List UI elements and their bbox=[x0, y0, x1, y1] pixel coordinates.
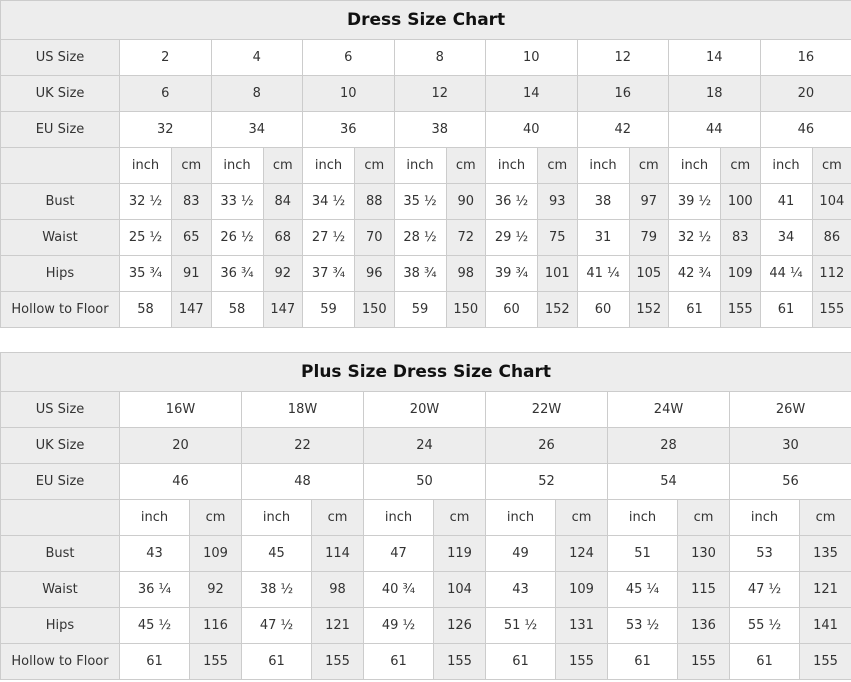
uk-size-row bbox=[1, 76, 851, 112]
hips-cm-value: 141 bbox=[800, 608, 851, 644]
waist-cm-value: 98 bbox=[312, 572, 364, 608]
waist-cm-value: 92 bbox=[190, 572, 242, 608]
hollow-to-floor-cm-value: 147 bbox=[263, 292, 303, 328]
eu-size-label: EU Size bbox=[1, 464, 120, 500]
hollow-to-floor-cm-value: 155 bbox=[312, 644, 364, 680]
hollow-to-floor-cm-value: 155 bbox=[434, 644, 486, 680]
us-size-value: 16 bbox=[760, 40, 851, 76]
us-size-value: 16W bbox=[120, 392, 242, 428]
bust-cm-value: 104 bbox=[812, 184, 851, 220]
hips-inch-value: 47 ½ bbox=[242, 608, 312, 644]
hips-cm-value: 92 bbox=[263, 256, 303, 292]
uk-size-value: 18 bbox=[669, 76, 761, 112]
bust-label: Bust bbox=[1, 536, 120, 572]
hips-cm-value: 101 bbox=[538, 256, 578, 292]
uk-size-value: 22 bbox=[242, 428, 364, 464]
us-size-value: 26W bbox=[730, 392, 851, 428]
bust-inch-value: 47 bbox=[364, 536, 434, 572]
inch-unit-header: inch bbox=[730, 500, 800, 536]
table-title: Plus Size Dress Size Chart bbox=[1, 353, 851, 392]
eu-size-value: 46 bbox=[760, 112, 851, 148]
waist-cm-value: 121 bbox=[800, 572, 851, 608]
us-size-value: 6 bbox=[303, 40, 395, 76]
bust-inch-value: 51 bbox=[608, 536, 678, 572]
us-size-row bbox=[1, 392, 851, 428]
us-size-row bbox=[1, 40, 851, 76]
bust-cm-value: 135 bbox=[800, 536, 851, 572]
bust-cm-value: 97 bbox=[629, 184, 669, 220]
waist-label: Waist bbox=[1, 572, 120, 608]
eu-size-value: 56 bbox=[730, 464, 851, 500]
eu-size-value: 34 bbox=[211, 112, 303, 148]
hollow-to-floor-cm-value: 152 bbox=[629, 292, 669, 328]
hips-label: Hips bbox=[1, 256, 120, 292]
hollow-to-floor-cm-value: 150 bbox=[446, 292, 486, 328]
dress-size-chart-table bbox=[0, 0, 851, 328]
cm-unit-header: cm bbox=[434, 500, 486, 536]
cm-unit-header: cm bbox=[800, 500, 851, 536]
hips-inch-value: 38 ¾ bbox=[394, 256, 446, 292]
uk-size-value: 28 bbox=[608, 428, 730, 464]
waist-cm-value: 86 bbox=[812, 220, 851, 256]
waist-inch-value: 29 ½ bbox=[486, 220, 538, 256]
waist-inch-value: 31 bbox=[577, 220, 629, 256]
hips-cm-value: 126 bbox=[434, 608, 486, 644]
waist-cm-value: 83 bbox=[721, 220, 761, 256]
eu-size-value: 54 bbox=[608, 464, 730, 500]
hollow-to-floor-cm-value: 155 bbox=[800, 644, 851, 680]
eu-size-value: 42 bbox=[577, 112, 669, 148]
plus-size-dress-size-chart-table bbox=[0, 352, 851, 680]
cm-unit-header: cm bbox=[446, 148, 486, 184]
bust-cm-value: 83 bbox=[172, 184, 212, 220]
bust-cm-value: 114 bbox=[312, 536, 364, 572]
hollow-to-floor-cm-value: 155 bbox=[721, 292, 761, 328]
hips-inch-value: 39 ¾ bbox=[486, 256, 538, 292]
inch-unit-header: inch bbox=[394, 148, 446, 184]
hollow-to-floor-cm-value: 155 bbox=[678, 644, 730, 680]
hollow-to-floor-inch-value: 61 bbox=[242, 644, 312, 680]
waist-cm-value: 70 bbox=[355, 220, 395, 256]
eu-size-row bbox=[1, 112, 851, 148]
hollow-to-floor-inch-value: 61 bbox=[669, 292, 721, 328]
hips-cm-value: 105 bbox=[629, 256, 669, 292]
waist-inch-value: 32 ½ bbox=[669, 220, 721, 256]
bust-cm-value: 93 bbox=[538, 184, 578, 220]
hips-inch-value: 36 ¾ bbox=[211, 256, 263, 292]
hips-inch-value: 49 ½ bbox=[364, 608, 434, 644]
eu-size-value: 48 bbox=[242, 464, 364, 500]
unit-header-row bbox=[1, 500, 851, 536]
hollow-to-floor-inch-value: 61 bbox=[760, 292, 812, 328]
hips-row bbox=[1, 256, 851, 292]
title-row bbox=[1, 353, 851, 392]
hollow-to-floor-inch-value: 61 bbox=[120, 644, 190, 680]
waist-row bbox=[1, 220, 851, 256]
bust-cm-value: 90 bbox=[446, 184, 486, 220]
hips-cm-value: 131 bbox=[556, 608, 608, 644]
hips-inch-value: 51 ½ bbox=[486, 608, 556, 644]
bust-cm-value: 100 bbox=[721, 184, 761, 220]
waist-inch-value: 47 ½ bbox=[730, 572, 800, 608]
waist-cm-value: 75 bbox=[538, 220, 578, 256]
inch-unit-header: inch bbox=[669, 148, 721, 184]
us-size-value: 24W bbox=[608, 392, 730, 428]
uk-size-row bbox=[1, 428, 851, 464]
hips-inch-value: 53 ½ bbox=[608, 608, 678, 644]
cm-unit-header: cm bbox=[538, 148, 578, 184]
hips-inch-value: 37 ¾ bbox=[303, 256, 355, 292]
waist-cm-value: 68 bbox=[263, 220, 303, 256]
waist-cm-value: 109 bbox=[556, 572, 608, 608]
hollow-to-floor-label: Hollow to Floor bbox=[1, 644, 120, 680]
unit-header-row bbox=[1, 148, 851, 184]
us-size-value: 14 bbox=[669, 40, 761, 76]
cm-unit-header: cm bbox=[190, 500, 242, 536]
waist-inch-value: 38 ½ bbox=[242, 572, 312, 608]
dress-size-chart-body bbox=[1, 40, 851, 328]
hollow-to-floor-inch-value: 58 bbox=[211, 292, 263, 328]
us-size-value: 4 bbox=[211, 40, 303, 76]
bust-inch-value: 49 bbox=[486, 536, 556, 572]
title-row bbox=[1, 1, 851, 40]
inch-unit-header: inch bbox=[608, 500, 678, 536]
hollow-to-floor-inch-value: 60 bbox=[577, 292, 629, 328]
hollow-to-floor-inch-value: 61 bbox=[730, 644, 800, 680]
hips-cm-value: 96 bbox=[355, 256, 395, 292]
inch-unit-header: inch bbox=[364, 500, 434, 536]
hips-cm-value: 116 bbox=[190, 608, 242, 644]
us-size-value: 22W bbox=[486, 392, 608, 428]
cm-unit-header: cm bbox=[312, 500, 364, 536]
hips-inch-value: 55 ½ bbox=[730, 608, 800, 644]
eu-size-row bbox=[1, 464, 851, 500]
inch-unit-header: inch bbox=[303, 148, 355, 184]
uk-size-value: 20 bbox=[760, 76, 851, 112]
waist-inch-value: 34 bbox=[760, 220, 812, 256]
cm-unit-header: cm bbox=[721, 148, 761, 184]
bust-cm-value: 124 bbox=[556, 536, 608, 572]
hips-inch-value: 45 ½ bbox=[120, 608, 190, 644]
hollow-to-floor-row bbox=[1, 644, 851, 680]
uk-size-value: 6 bbox=[120, 76, 212, 112]
hollow-to-floor-label: Hollow to Floor bbox=[1, 292, 120, 328]
cm-unit-header: cm bbox=[678, 500, 730, 536]
hips-cm-value: 98 bbox=[446, 256, 486, 292]
waist-inch-value: 36 ¼ bbox=[120, 572, 190, 608]
inch-unit-header: inch bbox=[211, 148, 263, 184]
hips-row bbox=[1, 608, 851, 644]
eu-size-value: 52 bbox=[486, 464, 608, 500]
inch-unit-header: inch bbox=[120, 500, 190, 536]
table-title: Dress Size Chart bbox=[1, 1, 851, 40]
hips-cm-value: 112 bbox=[812, 256, 851, 292]
hips-inch-value: 35 ¾ bbox=[120, 256, 172, 292]
uk-size-value: 8 bbox=[211, 76, 303, 112]
eu-size-value: 46 bbox=[120, 464, 242, 500]
hips-cm-value: 109 bbox=[721, 256, 761, 292]
uk-size-value: 24 bbox=[364, 428, 486, 464]
waist-label: Waist bbox=[1, 220, 120, 256]
cm-unit-header: cm bbox=[629, 148, 669, 184]
hollow-to-floor-cm-value: 150 bbox=[355, 292, 395, 328]
us-size-value: 10 bbox=[486, 40, 578, 76]
eu-size-value: 38 bbox=[394, 112, 486, 148]
bust-inch-value: 45 bbox=[242, 536, 312, 572]
bust-inch-value: 35 ½ bbox=[394, 184, 446, 220]
eu-size-value: 32 bbox=[120, 112, 212, 148]
waist-row bbox=[1, 572, 851, 608]
hollow-to-floor-row bbox=[1, 292, 851, 328]
hips-cm-value: 136 bbox=[678, 608, 730, 644]
hollow-to-floor-inch-value: 58 bbox=[120, 292, 172, 328]
hollow-to-floor-cm-value: 155 bbox=[190, 644, 242, 680]
waist-inch-value: 27 ½ bbox=[303, 220, 355, 256]
cm-unit-header: cm bbox=[263, 148, 303, 184]
eu-size-value: 40 bbox=[486, 112, 578, 148]
bust-inch-value: 32 ½ bbox=[120, 184, 172, 220]
bust-cm-value: 84 bbox=[263, 184, 303, 220]
hollow-to-floor-inch-value: 61 bbox=[486, 644, 556, 680]
waist-cm-value: 65 bbox=[172, 220, 212, 256]
us-size-value: 12 bbox=[577, 40, 669, 76]
hips-inch-value: 41 ¼ bbox=[577, 256, 629, 292]
bust-row bbox=[1, 184, 851, 220]
waist-cm-value: 79 bbox=[629, 220, 669, 256]
bust-row bbox=[1, 536, 851, 572]
hollow-to-floor-cm-value: 155 bbox=[556, 644, 608, 680]
us-size-value: 18W bbox=[242, 392, 364, 428]
cm-unit-header: cm bbox=[172, 148, 212, 184]
hollow-to-floor-inch-value: 59 bbox=[303, 292, 355, 328]
unit-row-blank-label bbox=[1, 148, 120, 184]
us-size-label: US Size bbox=[1, 40, 120, 76]
waist-inch-value: 28 ½ bbox=[394, 220, 446, 256]
inch-unit-header: inch bbox=[486, 148, 538, 184]
waist-inch-value: 40 ¾ bbox=[364, 572, 434, 608]
bust-inch-value: 33 ½ bbox=[211, 184, 263, 220]
hips-label: Hips bbox=[1, 608, 120, 644]
uk-size-value: 12 bbox=[394, 76, 486, 112]
eu-size-value: 36 bbox=[303, 112, 395, 148]
us-size-value: 2 bbox=[120, 40, 212, 76]
uk-size-label: UK Size bbox=[1, 428, 120, 464]
waist-cm-value: 115 bbox=[678, 572, 730, 608]
us-size-label: US Size bbox=[1, 392, 120, 428]
uk-size-label: UK Size bbox=[1, 76, 120, 112]
waist-inch-value: 43 bbox=[486, 572, 556, 608]
inch-unit-header: inch bbox=[120, 148, 172, 184]
us-size-value: 8 bbox=[394, 40, 486, 76]
bust-cm-value: 130 bbox=[678, 536, 730, 572]
bust-label: Bust bbox=[1, 184, 120, 220]
bust-inch-value: 53 bbox=[730, 536, 800, 572]
uk-size-value: 16 bbox=[577, 76, 669, 112]
waist-inch-value: 25 ½ bbox=[120, 220, 172, 256]
hollow-to-floor-cm-value: 152 bbox=[538, 292, 578, 328]
uk-size-value: 10 bbox=[303, 76, 395, 112]
uk-size-value: 30 bbox=[730, 428, 851, 464]
hollow-to-floor-cm-value: 147 bbox=[172, 292, 212, 328]
bust-inch-value: 34 ½ bbox=[303, 184, 355, 220]
cm-unit-header: cm bbox=[355, 148, 395, 184]
waist-inch-value: 45 ¼ bbox=[608, 572, 678, 608]
cm-unit-header: cm bbox=[556, 500, 608, 536]
hips-inch-value: 44 ¼ bbox=[760, 256, 812, 292]
hollow-to-floor-inch-value: 61 bbox=[608, 644, 678, 680]
inch-unit-header: inch bbox=[760, 148, 812, 184]
waist-cm-value: 104 bbox=[434, 572, 486, 608]
inch-unit-header: inch bbox=[242, 500, 312, 536]
hollow-to-floor-inch-value: 61 bbox=[364, 644, 434, 680]
hips-cm-value: 121 bbox=[312, 608, 364, 644]
bust-inch-value: 39 ½ bbox=[669, 184, 721, 220]
inch-unit-header: inch bbox=[486, 500, 556, 536]
hips-inch-value: 42 ¾ bbox=[669, 256, 721, 292]
plus-size-dress-size-chart-body bbox=[1, 392, 851, 680]
uk-size-value: 20 bbox=[120, 428, 242, 464]
eu-size-label: EU Size bbox=[1, 112, 120, 148]
bust-inch-value: 38 bbox=[577, 184, 629, 220]
bust-cm-value: 88 bbox=[355, 184, 395, 220]
waist-inch-value: 26 ½ bbox=[211, 220, 263, 256]
bust-cm-value: 109 bbox=[190, 536, 242, 572]
bust-inch-value: 41 bbox=[760, 184, 812, 220]
bust-cm-value: 119 bbox=[434, 536, 486, 572]
uk-size-value: 26 bbox=[486, 428, 608, 464]
uk-size-value: 14 bbox=[486, 76, 578, 112]
waist-cm-value: 72 bbox=[446, 220, 486, 256]
hollow-to-floor-inch-value: 59 bbox=[394, 292, 446, 328]
inch-unit-header: inch bbox=[577, 148, 629, 184]
eu-size-value: 44 bbox=[669, 112, 761, 148]
hollow-to-floor-inch-value: 60 bbox=[486, 292, 538, 328]
eu-size-value: 50 bbox=[364, 464, 486, 500]
hips-cm-value: 91 bbox=[172, 256, 212, 292]
us-size-value: 20W bbox=[364, 392, 486, 428]
unit-row-blank-label bbox=[1, 500, 120, 536]
bust-inch-value: 36 ½ bbox=[486, 184, 538, 220]
cm-unit-header: cm bbox=[812, 148, 851, 184]
hollow-to-floor-cm-value: 155 bbox=[812, 292, 851, 328]
bust-inch-value: 43 bbox=[120, 536, 190, 572]
